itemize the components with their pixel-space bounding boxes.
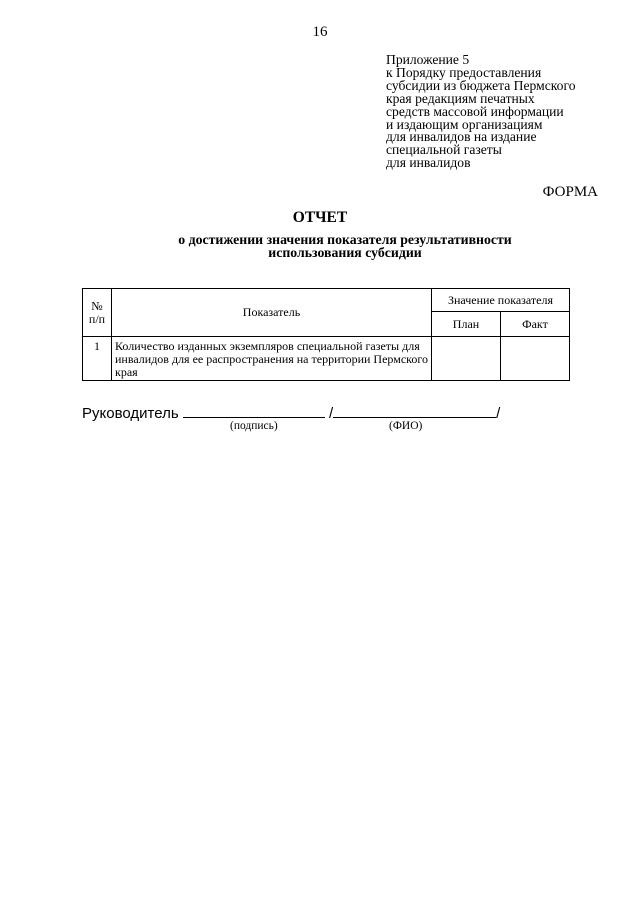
signature-separator: /: [496, 405, 501, 422]
signature-line: [82, 403, 622, 422]
header-num: № п/п: [83, 289, 112, 337]
caption-signature: (подпись): [230, 420, 278, 432]
document-subtitle: [0, 233, 640, 259]
page-number: 16: [312, 24, 328, 40]
appendix-line: к Порядку предоставления: [386, 64, 542, 80]
row-num: 1: [83, 337, 112, 381]
appendix-line: субсидии из бюджета Пермского: [386, 77, 576, 93]
appendix-line: Приложение 5: [386, 52, 470, 67]
signature-label: Руководитель: [82, 405, 179, 422]
row-plan[interactable]: [432, 337, 501, 381]
appendix-header: [386, 54, 616, 170]
header-value: Значение показателя: [432, 289, 570, 312]
document-title: ОТЧЕТ: [292, 209, 348, 226]
subtitle-line: использования субсидии: [268, 245, 422, 260]
appendix-line: для инвалидов на издание: [386, 129, 537, 145]
header-plan: План: [432, 312, 501, 337]
row-fact[interactable]: [501, 337, 570, 381]
header-indicator: Показатель: [112, 289, 432, 337]
signature-field[interactable]: [183, 403, 325, 418]
header-fact: Факт: [501, 312, 570, 337]
appendix-line: специальной газеты: [386, 142, 502, 158]
form-label: ФОРМА: [542, 184, 598, 200]
row-indicator: Количество изданных экземпляров специальной газеты для инвалидов для ее распространения на территории Пермского края: [112, 337, 432, 381]
appendix-line: средств массовой информации: [386, 103, 564, 119]
subtitle-line: о достижении значения показателя результативности: [178, 232, 512, 247]
table-header-row: [83, 289, 570, 312]
appendix-line: и издающим организациям: [386, 116, 543, 132]
indicators-table: [82, 288, 570, 381]
appendix-line: края редакциям печатных: [386, 90, 535, 106]
signature-separator: /: [328, 405, 334, 422]
table-row: [83, 337, 570, 381]
name-field[interactable]: [333, 403, 496, 418]
caption-name: (ФИО): [389, 420, 423, 432]
appendix-line: для инвалидов: [386, 155, 471, 171]
